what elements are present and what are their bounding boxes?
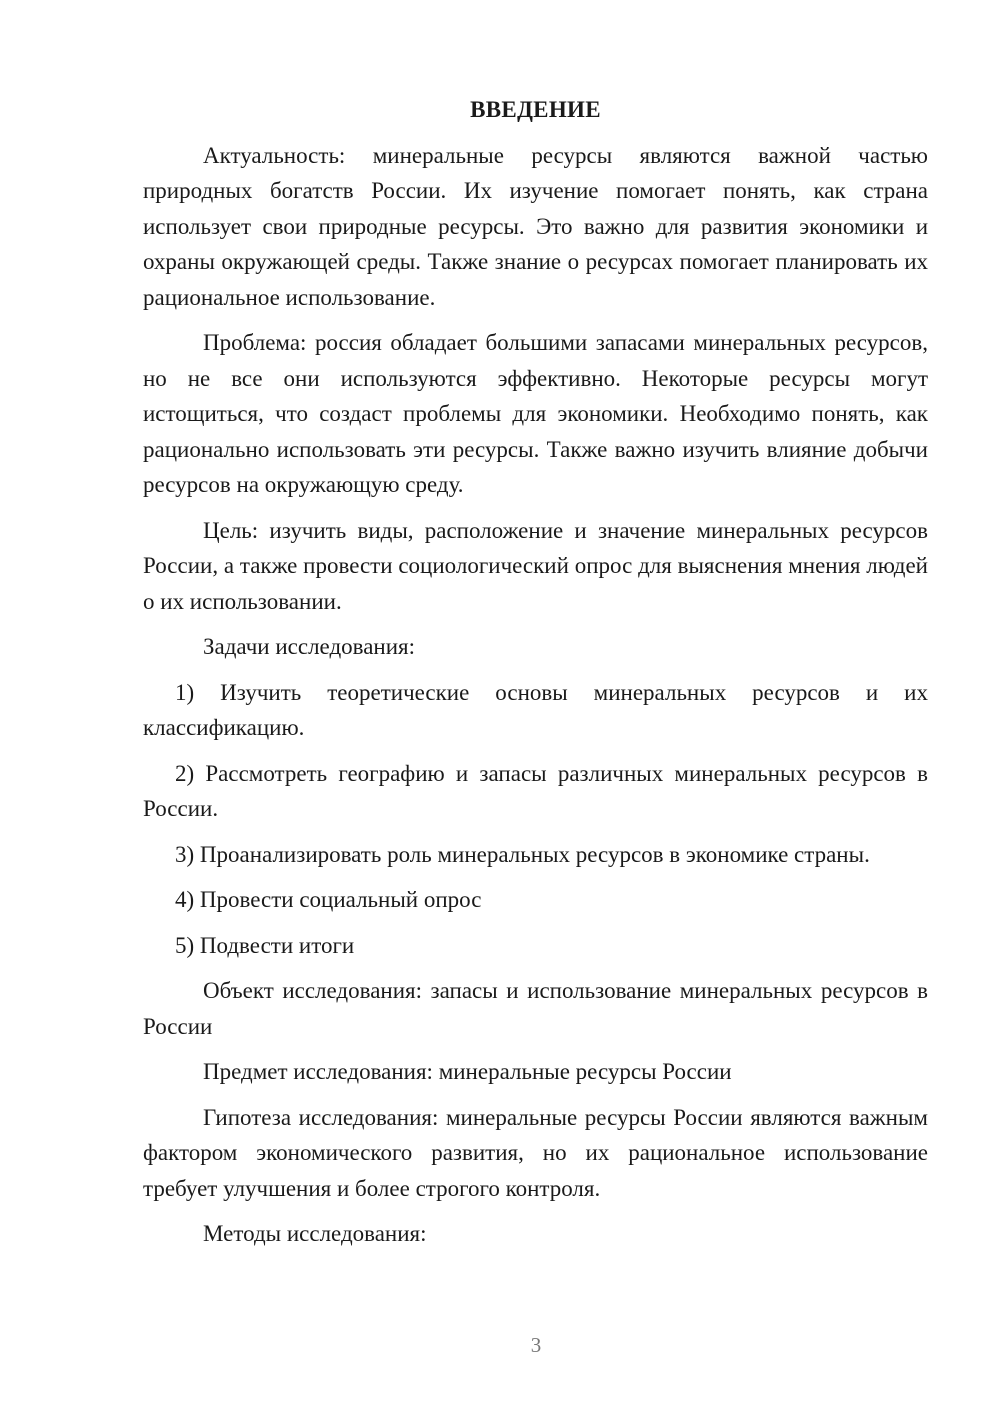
- task-item-5: 5) Подвести итоги: [175, 932, 355, 958]
- tasks-heading: Задачи исследования:: [203, 634, 416, 659]
- paragraph-methods: Методы исследования:: [203, 1221, 427, 1246]
- paragraph-object: Объект исследования: запасы и использование минеральных ресурсов в России: [143, 978, 928, 1039]
- page-number: 3: [530, 1333, 542, 1357]
- task-item-2: 2) Рассмотреть географию и запасы различных минеральных ресурсов в России.: [143, 760, 928, 821]
- task-item-3: 3) Проанализировать роль минеральных ресурсов в экономике страны.: [175, 841, 870, 867]
- paragraph-goal: Цель: изучить виды, расположение и значение минеральных ресурсов России, а также провести социологический опрос для выяснения мнения людей о их использовании.: [143, 517, 928, 614]
- task-item-1: 1) Изучить теоретические основы минеральных ресурсов и их классификацию.: [143, 679, 928, 740]
- page-title: ВВЕДЕНИЕ: [470, 97, 601, 122]
- task-item-4: 4) Провести социальный опрос: [175, 887, 482, 912]
- paragraph-relevance: Актуальность: минеральные ресурсы являются важной частью природных богатств России. Их изучение помогает понять, как страна использует свои природные ресурсы. Это важно для развития экономики и охраны окружающей среды. Также знание о ресурсах помогает планировать их рациональное использование.: [143, 142, 928, 310]
- paragraph-hypothesis: Гипотеза исследования: минеральные ресурсы России являются важным фактором экономического развития, но их рациональное использование требует улучшения и более строгого контроля.: [143, 1104, 928, 1201]
- paragraph-problem: Проблема: россия обладает большими запасами минеральных ресурсов, но не все они используются эффективно. Некоторые ресурсы могут истощиться, что создаст проблемы для экономики. Необходимо понять, как рационально использовать эти ресурсы. Также важно изучить влияние добычи ресурсов на окружающую среду.: [143, 330, 928, 497]
- document-page: [143, 92, 928, 1262]
- paragraph-subject: Предмет исследования: минеральные ресурсы России: [203, 1059, 732, 1084]
